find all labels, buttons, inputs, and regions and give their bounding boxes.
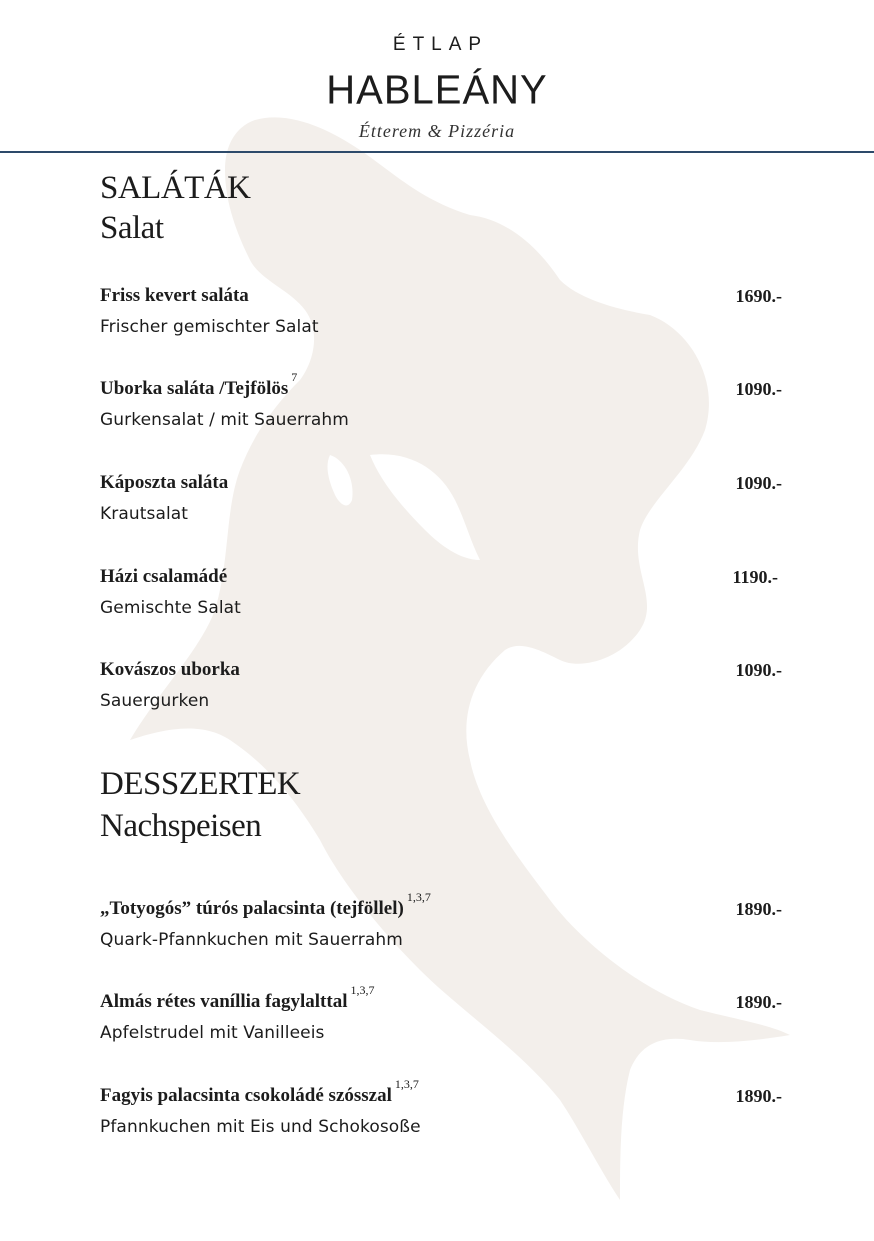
item-name: Házi csalamádé [100, 566, 228, 587]
menu-item [100, 471, 782, 526]
allergen-codes: 1,3,7 [394, 1077, 419, 1091]
allergen-codes: 7 [291, 370, 298, 384]
item-description: Gurkensalat / mit Sauerrahm [100, 410, 349, 430]
item-description: Krautsalat [100, 504, 189, 524]
item-price: 1890.- [735, 1086, 782, 1106]
menu-item [100, 565, 782, 620]
item-description: Pfannkuchen mit Eis und Schokosoße [100, 1117, 421, 1137]
item-name: Uborka saláta /Tejfölös$^7$ [100, 370, 298, 399]
allergen-codes: 1,3,7 [406, 890, 431, 904]
section-title-hu: SALÁTÁK [100, 170, 251, 206]
menu-item [100, 1077, 782, 1139]
allergen-codes: 1,3,7 [350, 983, 375, 997]
item-name: Fagyis palacsinta csokoládé szósszal$^{1,3,7}$ [100, 1077, 419, 1106]
item-price: 1890.- [735, 899, 782, 919]
menu-item [100, 983, 782, 1045]
item-description: Sauergurken [100, 691, 210, 711]
item-name: Almás rétes vaníllia fagylalttal$^{1,3,7}$ [100, 983, 375, 1012]
item-name: Káposzta saláta [100, 472, 229, 493]
item-name: Kovászos uborka [100, 659, 240, 680]
item-price: 1890.- [735, 992, 782, 1012]
item-name: „Totyogós” túrós palacsinta (tejföllel)$^{1,3,7}$ [100, 890, 431, 919]
item-description: Quark-Pfannkuchen mit Sauerrahm [100, 930, 403, 950]
item-description: Frischer gemischter Salat [100, 317, 319, 337]
restaurant-tagline: Étterem & Pizzéria [358, 121, 516, 141]
item-description: Apfelstrudel mit Vanilleeis [100, 1023, 325, 1043]
item-price: 1090.- [735, 473, 782, 493]
section-title-de: Nachspeisen [100, 808, 262, 844]
section-title-de: Salat [100, 210, 164, 246]
item-price: 1090.- [735, 379, 782, 399]
menu-item [100, 890, 782, 952]
item-price: 1190.- [732, 567, 778, 587]
section-title-hu: DESSZERTEK [100, 766, 301, 802]
menu-label: ÉTLAP [392, 34, 489, 55]
restaurant-name: HABLEÁNY [326, 67, 548, 113]
menu-item [100, 370, 782, 432]
item-name: Friss kevert saláta [100, 285, 249, 306]
item-price: 1690.- [735, 286, 782, 306]
menu-item [100, 284, 782, 339]
item-description: Gemischte Salat [100, 598, 241, 618]
item-price: 1090.- [735, 660, 782, 680]
menu-item [100, 658, 782, 713]
